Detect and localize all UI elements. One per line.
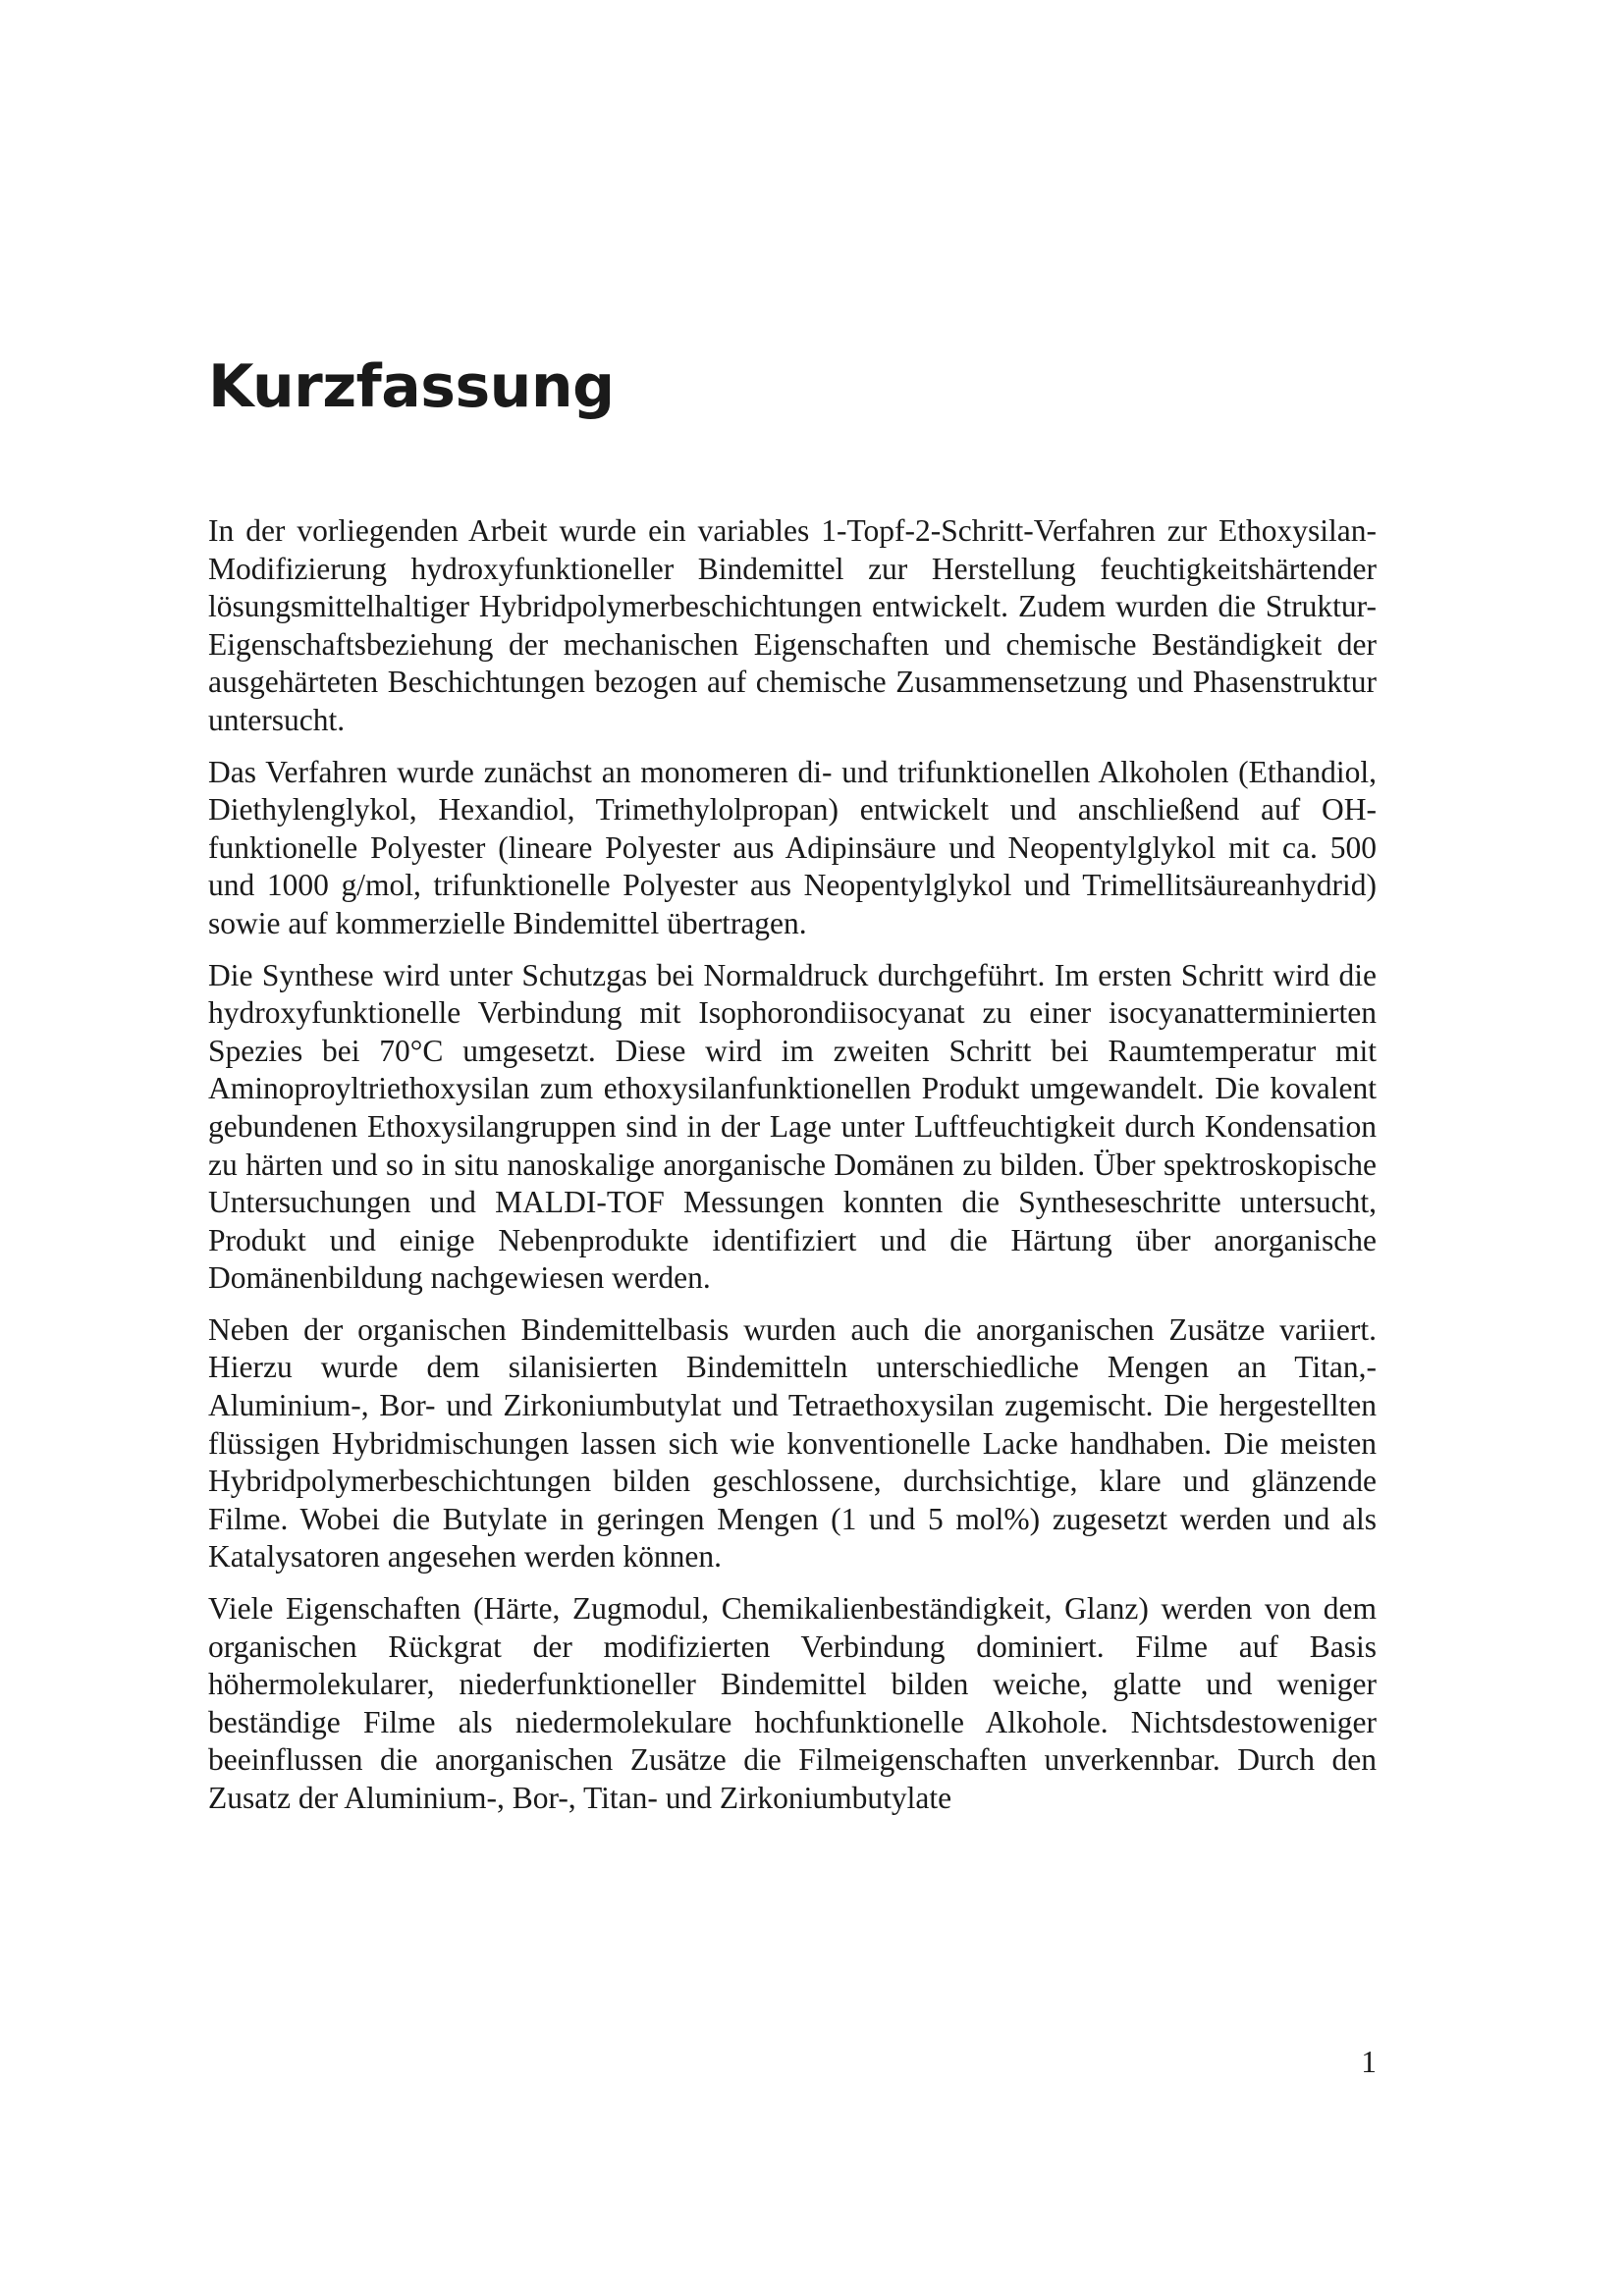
page-number: 1: [1361, 2045, 1377, 2079]
page-title: Kurzfassung: [208, 352, 615, 421]
paragraph: In der vorliegenden Arbeit wurde ein variables 1-Topf-2-Schritt-Verfahren zur Ethoxysilan-Modifizierung hydroxyfunktioneller Bindemittel zur Herstellung feuchtigkeitshärtender lösungsmittelhaltiger Hybridpolymerbeschichtungen entwickelt. Zudem wurden die Struktur-Eigenschaftsbeziehung der mechanischen Eigenschaften und chemische Beständigkeit der ausgehärteten Beschichtungen bezogen auf chemische Zusammensetzung und Phasenstruktur untersucht.: [208, 513, 1377, 737]
paragraph: Die Synthese wird unter Schutzgas bei Normaldruck durchgeführt. Im ersten Schritt wird die hydroxyfunktionelle Verbindung mit Isophorondiisocyanat zu einer isocyanatterminierten Spezies bei 70°C umgesetzt. Diese wird im zweiten Schritt bei Raumtemperatur mit Aminoproyltriethoxysilan zum ethoxysilanfunktionellen Produkt umgewandelt. Die kovalent gebundenen Ethoxysilangruppen sind in der Lage unter Luftfeuchtigkeit durch Kondensation zu härten und so in situ nanoskalige anorganische Domänen zu bilden. Über spektroskopische Untersuchungen und MALDI-TOF Messungen konnten die Syntheseschritte untersucht, Produkt und einige Nebenprodukte identifiziert und die Härtung über anorganische Domänenbildung nachgewiesen werden.: [208, 957, 1377, 1296]
paragraph: Viele Eigenschaften (Härte, Zugmodul, Chemikalienbeständigkeit, Glanz) werden von dem organischen Rückgrat der modifizierten Verbindung dominiert. Filme auf Basis höhermolekularer, niederfunktioneller Bindemittel bilden weiche, glatte und weniger beständige Filme als niedermolekulare hochfunktionelle Alkohole. Nichtsdestoweniger beeinflussen die anorganischen Zusätze die Filmeigenschaften unverkennbar. Durch den Zusatz der Aluminium-, Bor-, Titan- und Zirkoniumbutylate: [208, 1591, 1377, 1815]
abstract-body: [208, 512, 1377, 1832]
paragraph: Neben der organischen Bindemittelbasis wurden auch die anorganischen Zusätze variiert. Hierzu wurde dem silanisierten Bindemitteln unterschiedliche Mengen an Titan,- Aluminium-, Bor- und Zirkoniumbutylat und Tetraethoxysilan zugemischt. Die hergestellten flüssigen Hybridmischungen lassen sich wie konventionelle Lacke handhaben. Die meisten Hybridpolymerbeschichtungen bilden geschlossene, durchsichtige, klare und glänzende Filme. Wobei die Butylate in geringen Mengen (1 und 5 mol%) zugesetzt werden und als Katalysatoren angesehen werden können.: [208, 1311, 1377, 1575]
paragraph: Das Verfahren wurde zunächst an monomeren di- und trifunktionellen Alkoholen (Ethandiol, Diethylenglykol, Hexandiol, Trimethylolpropan) entwickelt und anschließend auf OH-funktionelle Polyester (lineare Polyester aus Adipinsäure und Neopentylglykol mit ca. 500 und 1000 g/mol, trifunktionelle Polyester aus Neopentylglykol und Trimellitsäureanhydrid) sowie auf kommerzielle Bindemittel übertragen.: [208, 754, 1377, 940]
